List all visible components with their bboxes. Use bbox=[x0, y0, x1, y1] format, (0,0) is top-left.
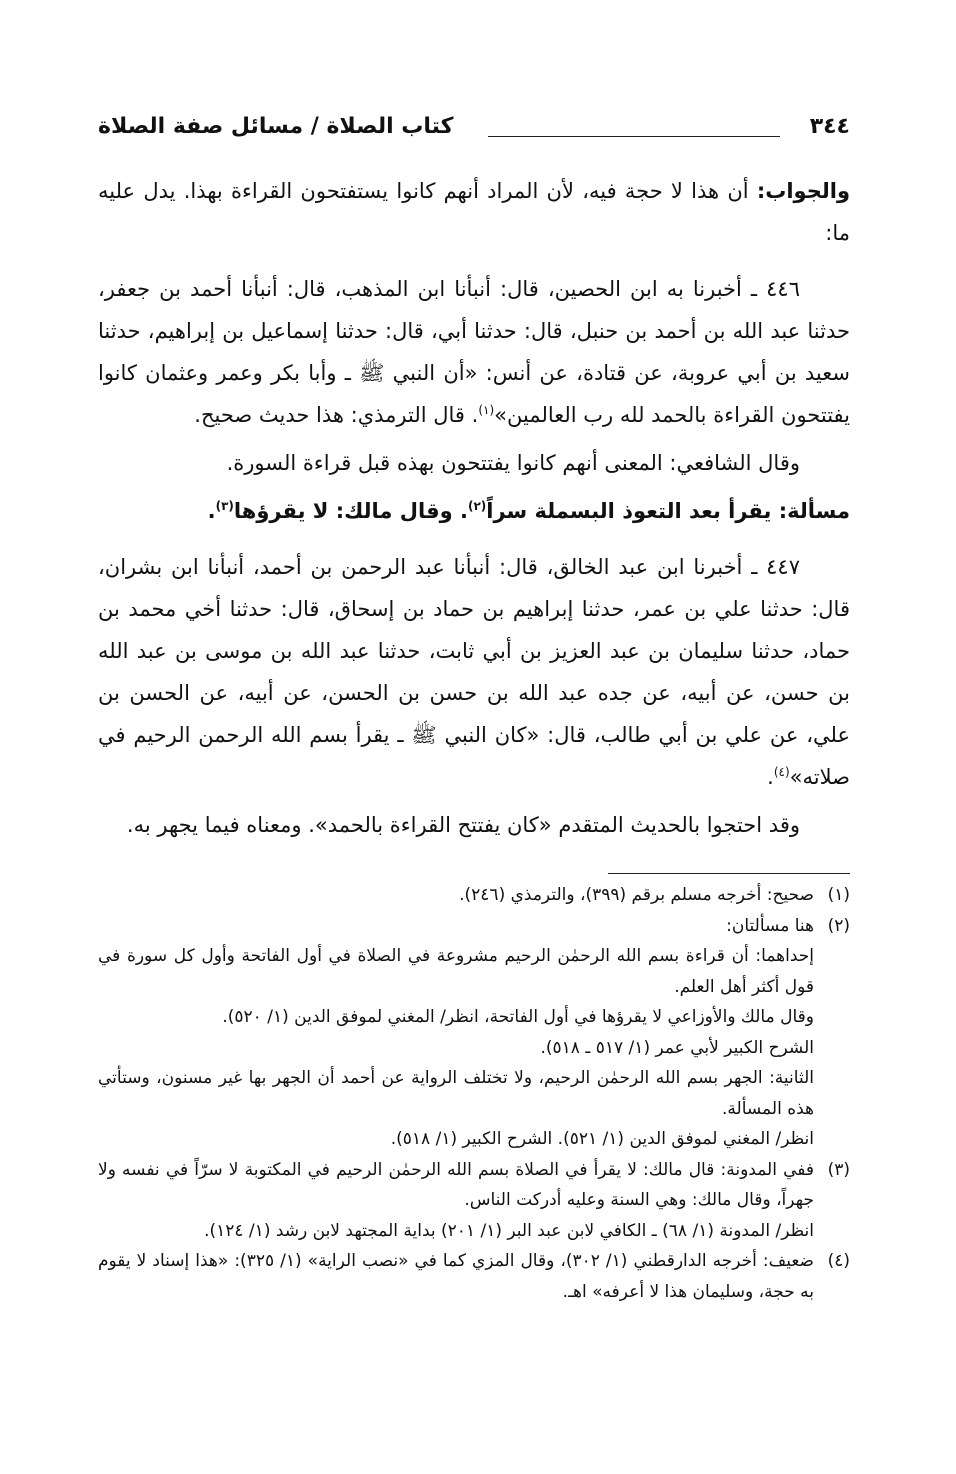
footnote-3-refs: انظر/ المدونة (١/ ٦٨) ـ الكافي لابن عبد البر (١/ ٢٠١) بداية المجتهد لابن رشد (١/ ١٢٤). bbox=[204, 1220, 814, 1241]
answer-label: والجواب: bbox=[756, 179, 850, 203]
hadith-447-text: ٤٤٧ ـ أخبرنا ابن عبد الخالق، قال: أنبأنا عبد الرحمن بن أحمد، أنبأنا ابن بشران، قال: حدثنا علي بن عمر، حدثنا إبراهيم بن حماد بن إسحاق، قال: حدثنا أخي محمد بن حماد، حدثنا سليمان بن عبد العزيز بن أبي ثابت، حدثنا عبد الله بن موسى بن عبد الله بن حسن، عن أبيه، عن جده عبد الله بن حسن بن الحسن، عن أبيه، عن الحسن بن علي، عن علي بن أبي طالب، قال: «كان النبي ﷺ ـ يقرأ بسم الله الرحمن الرحيم في صلاته» bbox=[98, 555, 850, 789]
hadith-447 bbox=[98, 546, 850, 798]
footnote-rule bbox=[608, 873, 850, 874]
footnote-2-first: إحداهما: أن قراءة بسم الله الرحمٰن الرحيم مشروعة في الصلاة في أول الفاتحة وأول كل سورة في قول أكثر أهل العلم. bbox=[98, 946, 814, 997]
hadith-446-text: ٤٤٦ ـ أخبرنا به ابن الحصين، قال: أنبأنا ابن المذهب، قال: أنبأنا أحمد بن جعفر، حدثنا عبد الله بن أحمد بن حنبل، قال: حدثنا أبي، قال: حدثنا إسماعيل بن إبراهيم، حدثنا سعيد بن أبي عروبة، عن قتادة، عن أنس: «أن النبي ﷺ ـ وأبا بكر وعمر وعثمان كانوا يفتتحون القراءة بالحمد لله رب العالمين» bbox=[98, 277, 850, 427]
answer-text: أن هذا لا حجة فيه، لأن المراد أنهم كانوا يستفتحون القراءة بهذا. يدل عليه ما: bbox=[98, 179, 850, 245]
masala-heading bbox=[98, 490, 850, 532]
footnote-2-text: هنا مسألتان: bbox=[726, 915, 814, 936]
footnote-2-refs: انظر/ المغني لموفق الدين (١/ ٥٢١). الشرح الكبير (١/ ٥١٨). bbox=[390, 1129, 814, 1149]
footnotes bbox=[98, 880, 850, 1307]
main-text bbox=[98, 170, 850, 852]
closing-paragraph: وقد احتجوا بالحديث المتقدم «كان يفتتح القراءة بالحمد». ومعناه فيما يجهر به. bbox=[126, 813, 800, 837]
answer-paragraph bbox=[98, 170, 850, 254]
footnote-3-number: (٣) bbox=[827, 1159, 850, 1180]
footnote-3-text: ففي المدونة: قال مالك: لا يقرأ في الصلاة بسم الله الرحمٰن الرحيم في المكتوبة لا سرّاً في نفسه ولا جهراً، وقال مالك: وهي السنة وعليه أدركت الناس. bbox=[98, 1159, 814, 1210]
masala-text-a: مسألة: يقرأ بعد التعوذ البسملة سراً bbox=[486, 499, 850, 523]
footnote-4-number: (٤) bbox=[827, 1251, 850, 1271]
footnote-ref-2[interactable]: (٢) bbox=[467, 499, 487, 513]
footnote-ref-3[interactable]: (٣) bbox=[215, 499, 234, 513]
header-rule bbox=[488, 136, 780, 137]
footnote-2 bbox=[98, 911, 850, 942]
footnote-2-second: الثانية: الجهر بسم الله الرحمٰن الرحيم، ولا تختلف الرواية عن أحمد أن الجهر بها غير مسنون، وستأتي هذه المسألة. bbox=[98, 1068, 814, 1119]
footnote-ref-4[interactable]: (٤) bbox=[773, 765, 790, 779]
footnote-4 bbox=[98, 1246, 850, 1307]
footnote-ref-1[interactable]: (١) bbox=[478, 403, 495, 417]
hadith-446-tail: . قال الترمذي: هذا حديث صحيح. bbox=[194, 403, 479, 427]
footnote-2-sharh: الشرح الكبير لأبي عمر (١/ ٥١٧ ـ ٥١٨). bbox=[540, 1037, 814, 1058]
footnote-1-number: (١) bbox=[827, 885, 850, 905]
page-number: ٣٤٤ bbox=[809, 114, 850, 139]
footnote-2-number: (٢) bbox=[827, 915, 850, 936]
hadith-447-tail: . bbox=[767, 765, 774, 789]
masala-text-b: . وقال مالك: لا يقرؤها bbox=[233, 499, 468, 523]
footnote-2-malik: وقال مالك والأوزاعي لا يقرؤها في أول الفاتحة، انظر/ المغني لموفق الدين (١/ ٥٢٠). bbox=[222, 1007, 814, 1027]
footnote-4-text: ضعيف: أخرجه الدارقطني (١/ ٣٠٢)، وقال المزي كما في «نصب الراية» (١/ ٣٢٥): «هذا إسناد لا يقوم به حجة، وسليمان هذا لا أعرفه» اهـ. bbox=[98, 1251, 814, 1302]
hadith-446 bbox=[98, 268, 850, 436]
running-title: كتاب الصلاة / مسائل صفة الصلاة bbox=[98, 114, 454, 139]
footnote-1 bbox=[98, 880, 850, 911]
page-header bbox=[98, 108, 850, 148]
footnote-3 bbox=[98, 1155, 850, 1216]
footnote-1-text: صحيح: أخرجه مسلم برقم (٣٩٩)، والترمذي (٢٤٦). bbox=[459, 885, 814, 905]
shafii-paragraph: وقال الشافعي: المعنى أنهم كانوا يفتتحون بهذه قبل قراءة السورة. bbox=[226, 451, 800, 475]
masala-end: . bbox=[207, 499, 216, 523]
